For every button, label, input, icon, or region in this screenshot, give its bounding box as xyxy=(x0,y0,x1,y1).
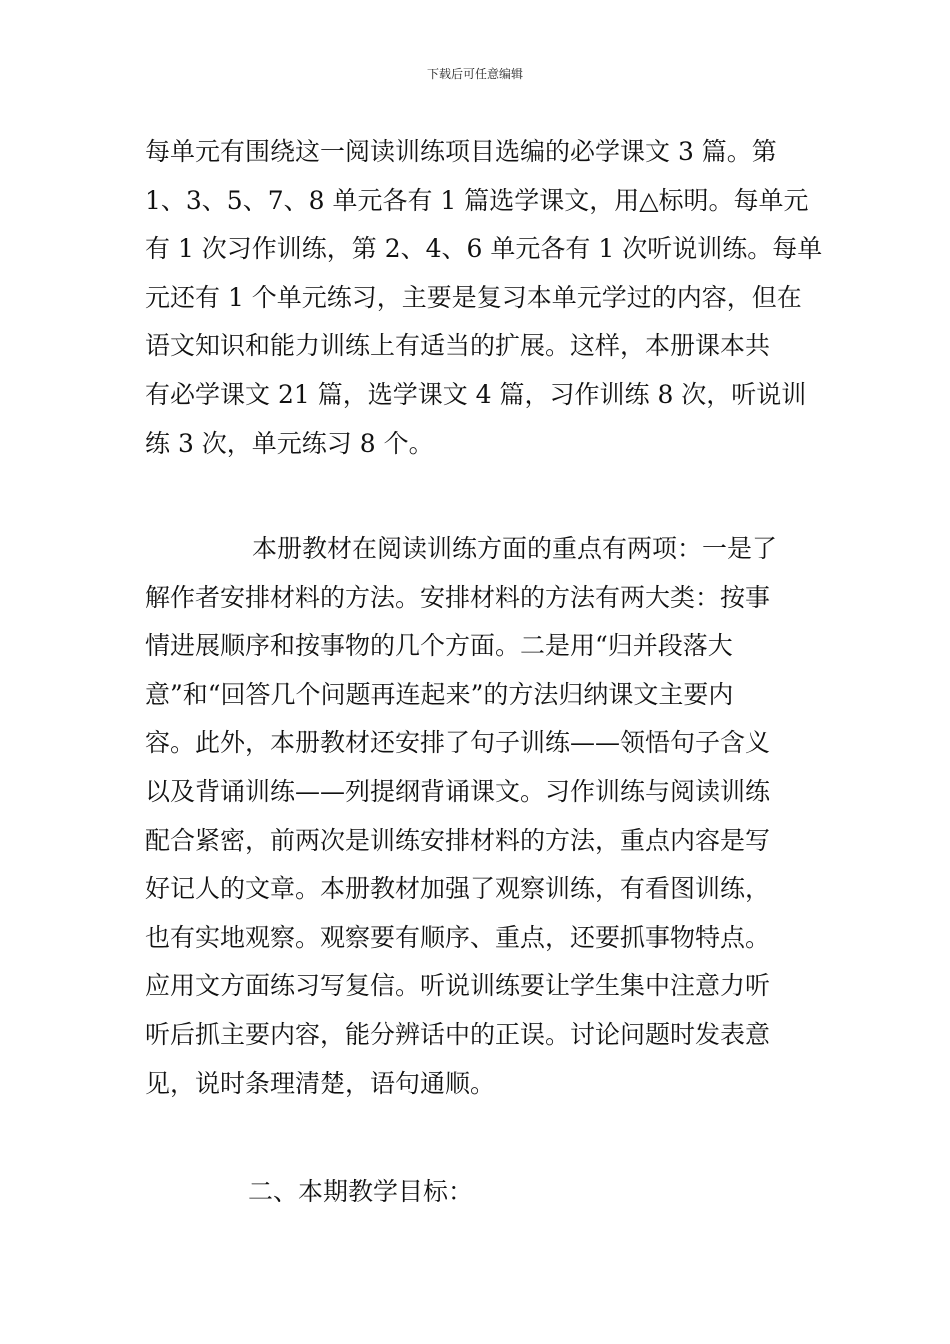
paragraph-unit-structure xyxy=(145,128,823,468)
section-heading-block xyxy=(145,1168,809,1217)
text-line: 意”和“回答几个问题再连起来”的方法归纳课文主要内 xyxy=(145,679,734,709)
text-line: 见，说时条理清楚，语句通顺。 xyxy=(145,1068,496,1098)
text-line-first-indented: 本册教材在阅读训练方面的重点有两项：一是了 xyxy=(252,534,778,563)
text-line: 有必学课文 21 篇，选学课文 4 篇，习作训练 8 次，听说训 xyxy=(145,379,807,409)
text-line: 容。此外，本册教材还安排了句子训练——领悟句子含义 xyxy=(145,728,771,758)
text-line: 元还有 1 个单元练习，主要是复习本单元学过的内容，但在 xyxy=(145,282,802,312)
text-line: 情进展顺序和按事物的几个方面。二是用“归并段落大 xyxy=(145,631,733,661)
text-line: 以及背诵训练——列提纲背诵课文。习作训练与阅读训练 xyxy=(145,776,771,806)
text-line: 解作者安排材料的方法。安排材料的方法有两大类：按事 xyxy=(145,582,771,612)
text-line: 应用文方面练习写复信。听说训练要让学生集中注意力听 xyxy=(145,971,771,1001)
text-line: 每单元有围绕这一阅读训练项目选编的必学课文 3 篇。第 xyxy=(145,137,777,166)
page-header-note: 下载后可任意编辑 xyxy=(426,67,523,81)
text-line: 也有实地观察。观察要有顺序、重点，还要抓事物特点。 xyxy=(145,922,771,952)
text-line: 好记人的文章。本册教材加强了观察训练，有看图训练， xyxy=(145,874,771,904)
text-line: 语文知识和能力训练上有适当的扩展。这样，本册课本共 xyxy=(145,331,771,361)
text-line: 1、3、5、7、8 单元各有 1 篇选学课文，用△标明。每单元 xyxy=(145,185,809,215)
section-heading: 二、本期教学目标： xyxy=(248,1177,474,1206)
text-line: 听后抓主要内容，能分辨话中的正误。讨论问题时发表意 xyxy=(145,1019,771,1049)
text-line: 练 3 次，单元练习 8 个。 xyxy=(145,428,434,458)
text-line: 配合紧密，前两次是训练安排材料的方法，重点内容是写 xyxy=(145,825,771,855)
text-line: 有 1 次习作训练，第 2、4、6 单元各有 1 次听说训练。每单 xyxy=(145,234,823,264)
paragraph-training-focus xyxy=(145,525,809,1108)
